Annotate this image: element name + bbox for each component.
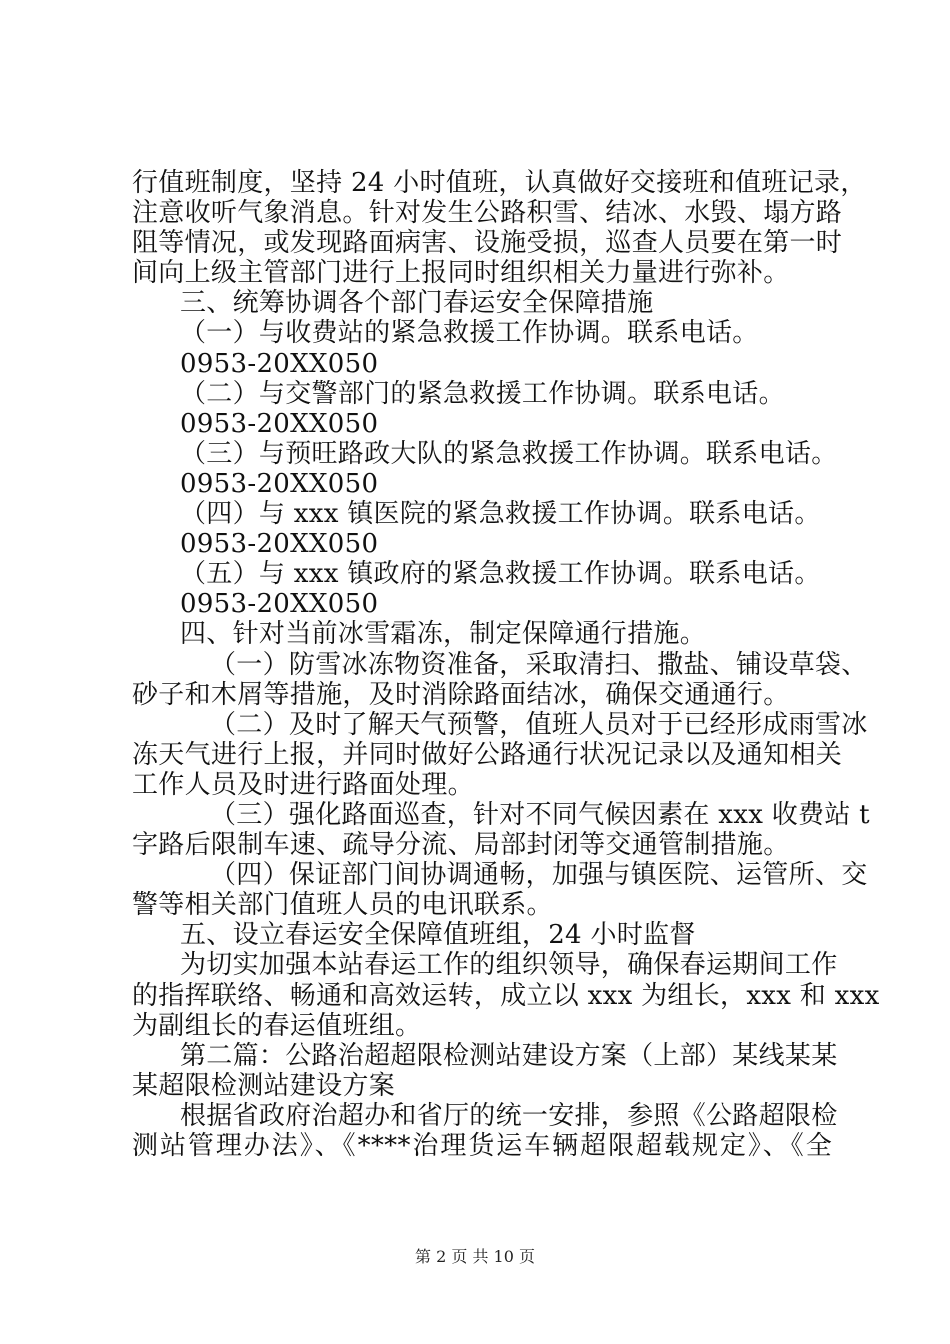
text-line: （五）与 xxx 镇政府的紧急救援工作协调。联系电话。: [180, 559, 821, 590]
page-footer: 第 2 页 共 10 页: [415, 1247, 535, 1266]
text-line: 为副组长的春运值班组。: [132, 1010, 422, 1041]
phone-number: 0953-20XX050: [180, 468, 379, 499]
text-line: 测站管理办法》、《****治理货运车辆超限超载规定》、《全: [132, 1131, 832, 1161]
text-line: 间向上级主管部门进行上报同时组织相关力量进行弥补。: [132, 258, 790, 289]
text-line: （四）保证部门间协调通畅，加强与镇医院、运管所、交: [210, 860, 868, 891]
phone-number: 0953-20XX050: [180, 348, 379, 379]
text-line: （三）强化路面巡查，针对不同气候因素在 xxx 收费站 t: [210, 799, 870, 830]
text-line: 行值班制度，坚持 24 小时值班，认真做好交接班和值班记录，: [132, 168, 867, 198]
text-line: 的指挥联络、畅通和高效运转，成立以 xxx 为组长，xxx 和 xxx: [132, 980, 880, 1011]
section-heading: 四、针对当前冰雪霜冻，制定保障通行措施。: [180, 619, 707, 650]
text-line: 警等相关部门值班人员的电讯联系。: [132, 890, 553, 921]
chapter-heading: 第二篇：公路治超超限检测站建设方案（上部）某线某某: [180, 1040, 838, 1071]
text-line: （二）及时了解天气预警，值班人员对于已经形成雨雪冰: [210, 709, 868, 740]
phone-number: 0953-20XX050: [180, 529, 379, 560]
text-line: （四）与 xxx 镇医院的紧急救援工作协调。联系电话。: [180, 499, 821, 530]
text-line: 为切实加强本站春运工作的组织领导，确保春运期间工作: [180, 950, 838, 981]
text-line: 工作人员及时进行路面处理。: [132, 769, 474, 800]
text-line: （三）与预旺路政大队的紧急救援工作协调。联系电话。: [180, 438, 838, 469]
body-text: [132, 168, 880, 1161]
text-line: 注意收听气象消息。针对发生公路积雪、结冰、水毁、塌方路: [132, 198, 843, 229]
text-line: 字路后限制车速、疏导分流、局部封闭等交通管制措施。: [132, 830, 790, 861]
text-line: 砂子和木屑等措施，及时消除路面结冰，确保交通通行。: [132, 679, 790, 710]
phone-number: 0953-20XX050: [180, 408, 379, 439]
section-heading: 三、统筹协调各个部门春运安全保障措施: [180, 288, 654, 319]
text-line: 冻天气进行上报，并同时做好公路通行状况记录以及通知相关: [132, 739, 843, 770]
section-heading: 五、设立春运安全保障值班组，24 小时监督: [180, 920, 696, 951]
text-line: （一）与收费站的紧急救援工作协调。联系电话。: [180, 318, 759, 349]
text-line: 某超限检测站建设方案: [132, 1070, 396, 1101]
text-line: （二）与交警部门的紧急救援工作协调。联系电话。: [180, 378, 785, 409]
text-line: 根据省政府治超办和省厅的统一安排，参照《公路超限检: [180, 1100, 838, 1131]
text-line: 阻等情况，或发现路面病害、设施受损，巡查人员要在第一时: [132, 228, 843, 259]
phone-number: 0953-20XX050: [180, 589, 379, 620]
text-line: （一）防雪冰冻物资准备，采取清扫、撒盐、铺设草袋、: [210, 649, 868, 680]
